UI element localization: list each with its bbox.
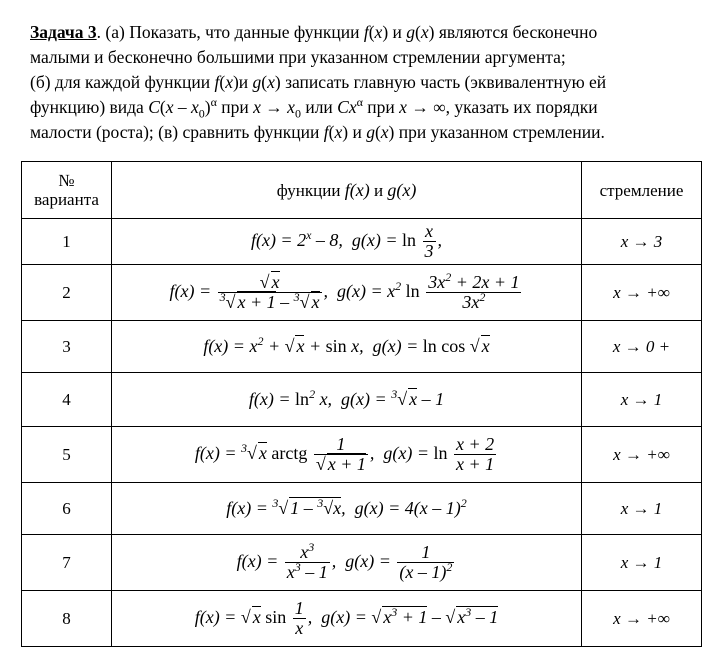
limit-cell: x → +∞ xyxy=(582,591,702,647)
table-row xyxy=(22,535,702,591)
variant-number: 7 xyxy=(22,535,112,591)
variant-number: 6 xyxy=(22,483,112,535)
task-line-5: малости (роста); (в) сравнить функции f(x) и g(x) при указанном стремлении. xyxy=(30,122,605,142)
table-row xyxy=(22,591,702,647)
header-limit: стремление xyxy=(582,162,702,219)
header-functions: функции f(x) и g(x) xyxy=(112,162,582,219)
functions-cell: f(x) = $\frac{√ x}{^3√ x + 1 - ^3√ x}$ , $g(x) = x^2$ ln $\frac{3x^2 + 2x + 1}{3x^2}$ xyxy=(112,265,582,321)
table-row xyxy=(22,427,702,483)
variants-table xyxy=(21,161,702,647)
task-statement xyxy=(30,20,690,145)
variant-number: 2 xyxy=(22,265,112,321)
table-row xyxy=(22,483,702,535)
variant-number: 3 xyxy=(22,321,112,373)
variant-number: 8 xyxy=(22,591,112,647)
functions-cell: f(x) = √ x sin $\frac{1}{x}$ , g(x) = √ $x^3 + 1$ – √ $x^3 - 1$ xyxy=(112,591,582,647)
limit-cell: x → +∞ xyxy=(582,265,702,321)
table-row xyxy=(22,265,702,321)
table-row xyxy=(22,321,702,373)
variant-number: 1 xyxy=(22,219,112,265)
table-row xyxy=(22,219,702,265)
header-variant: № варианта xyxy=(22,162,112,219)
task-title: Задача 3 xyxy=(30,22,97,42)
limit-cell: x → 1 xyxy=(582,483,702,535)
table-header-row xyxy=(22,162,702,219)
limit-cell: x → +∞ xyxy=(582,427,702,483)
task-line-1: Задача 3. (а) Показать, что данные функции f(x) и g(x) являются бесконечно xyxy=(30,22,598,42)
functions-cell: $f(x) = \ln^2 x$, g(x) = $^3$√ x – 1 xyxy=(112,373,582,427)
variant-number: 5 xyxy=(22,427,112,483)
functions-cell: f(x) = $^3$√ x arctg $\frac{1}{√ x + 1}$ , g(x) = ln $\frac{x + 2}{x + 1}$ xyxy=(112,427,582,483)
limit-cell: x → 3 xyxy=(582,219,702,265)
functions-cell: $f(x) = x^2$ + √ x + sin x, g(x) = ln cos √ x xyxy=(112,321,582,373)
task-line-2: малыми и бесконечно большими при указанном стремлении аргумента; xyxy=(30,47,566,67)
task-line-3: (б) для каждой функции f(x)и g(x) записать главную часть (эквивалентную ей xyxy=(30,72,607,92)
functions-cell: $f(x) = 2^x - 8$, g(x) = ln $\frac{x}{3}$ , xyxy=(112,219,582,265)
variant-number: 4 xyxy=(22,373,112,427)
limit-cell: x → 0 + xyxy=(582,321,702,373)
task-line-4: функцию) вида $C(x - x_0)^\alpha$ при $x \to x_0$ или $Cx^\alpha$ при x → ∞, указать их порядки xyxy=(30,95,598,121)
limit-cell: x → 1 xyxy=(582,535,702,591)
limit-cell: x → 1 xyxy=(582,373,702,427)
functions-cell: f(x) = $\frac{x^3}{x^3 - 1}$ , g(x) = $\frac{1}{(x - 1)^2}$ xyxy=(112,535,582,591)
functions-cell: f(x) = $^3$√ 1 – $^3$√x, g(x) = 4(x – 1)$^2$ xyxy=(112,483,582,535)
table-row xyxy=(22,373,702,427)
